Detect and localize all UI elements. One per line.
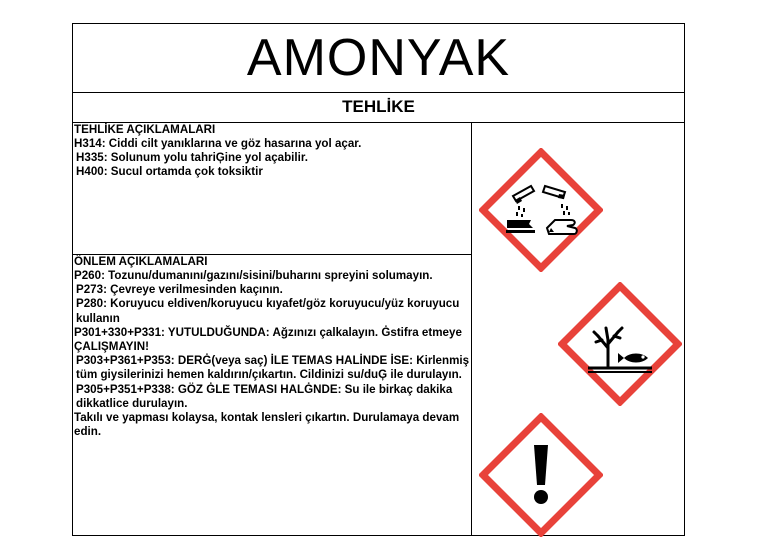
pictograms-column xyxy=(472,123,684,535)
hazard-heading: TEHLİKE AÇIKLAMALARI xyxy=(74,123,216,136)
chemical-label xyxy=(72,23,685,536)
title-row xyxy=(73,24,684,93)
corrosion-icon xyxy=(479,148,603,272)
precaution-statement: P273: Çevreye verilmesinden kaçının. xyxy=(76,283,283,297)
hazard-statement: H314: Ciddi cilt yanıklarına ve göz hasarına yol açar. xyxy=(74,137,362,150)
precaution-heading: ÖNLEM AÇIKLAMALARI xyxy=(74,255,208,268)
hazard-statement: H335: Solunum yolu tahriĢine yol açabilir. xyxy=(76,151,308,165)
hazard-statement: H400: Sucul ortamda çok toksiktir xyxy=(76,165,263,179)
statements-column xyxy=(73,123,472,535)
precaution-statement: P280: Koruyucu eldiven/koruyucu kıyafet/göz koruyucu/yüz koruyucu kullanın xyxy=(76,297,460,325)
precaution-statement: P260: Tozunu/dumanını/gazını/sisini/buharını spreyini solumayın. xyxy=(74,269,433,282)
hazard-statements xyxy=(73,123,471,255)
exclamation-icon xyxy=(479,413,603,537)
signal-row xyxy=(73,92,684,123)
precaution-statement: P305+P351+P338: GÖZ ĠLE TEMASI HALĠNDE: Su ile birkaç dakika dikkatlice durulayın. xyxy=(76,382,453,410)
precautionary-statements xyxy=(73,255,471,535)
precaution-statement: Takılı ve yapması kolaysa, kontak lensleri çıkartın. Durulamaya devam edin. xyxy=(74,411,460,439)
precaution-statement: P301+330+P331: YUTULDUĞUNDA: Ağzınızı çalkalayın. Ġstifra etmeye ÇALIŞMAYIN! xyxy=(74,325,462,354)
environment-icon xyxy=(558,282,682,406)
precaution-statement: P303+P361+P353: DERĠ(veya saç) İLE TEMAS HALİNDE İSE: Kirlenmiş tüm giysilerinizi hemen kaldırın/çıkartın. Cildinizi su/duĢ ile durulayın. xyxy=(76,354,470,382)
product-name: AMONYAK xyxy=(246,29,511,87)
signal-word: TEHLİKE xyxy=(342,97,415,116)
